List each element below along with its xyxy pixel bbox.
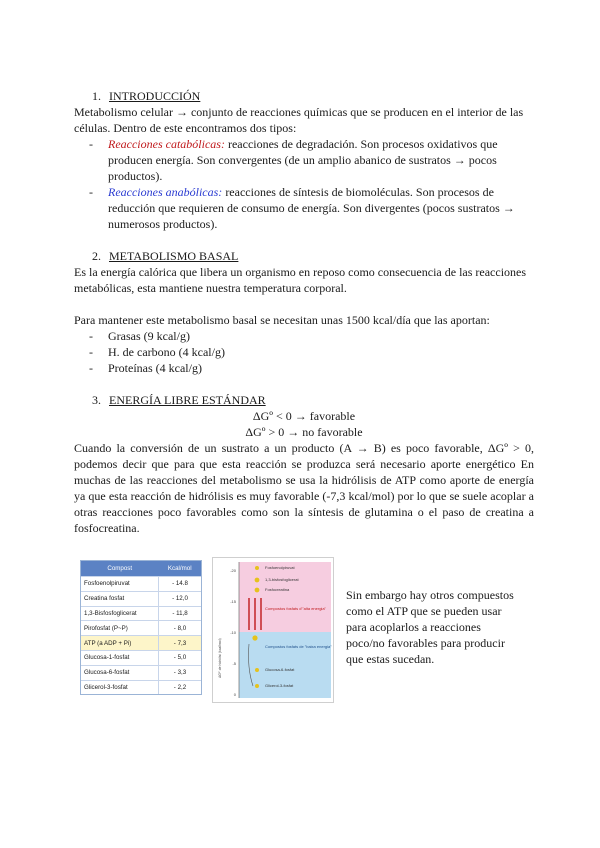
low-energy-label: Compostos fosfats de "baixa energia" <box>265 644 332 649</box>
compound-label: Fosfoenolpiruvat <box>265 565 295 570</box>
catabolic-text: reacciones de degradación. Son procesos oxidativos que producen energía. Son convergentes (de un amplio abanico de sustratos → pocos productos). <box>108 137 498 183</box>
table-row <box>81 665 201 680</box>
high-energy-region <box>239 562 331 632</box>
catabolic-term: Reacciones catabólicas: <box>108 137 225 151</box>
table-row <box>81 591 201 606</box>
free-energy-paragraph: Cuando la conversión de un sustrato a un producto (A → B) es poco favorable, ΔGº > 0, podemos decir que para que esta reacción se produzca será necesario aporte energético En muchas de las reacciones del metabolismo se usa la hidrólisis de ATP como aporte de energía ya que esta reacción de hidrólisis es muy favorable (-7,3 kcal/mol) por lo que se suele acoplar a otras reacciones poco favorables como son la síntesis de glutamina o el paso de creatina a fosfocreatina. <box>74 441 534 535</box>
section-title: INTRODUCCIÓN <box>109 89 201 103</box>
section-title: METABOLISMO BASAL <box>109 249 239 263</box>
compound-cell: Glicerol-3-fosfat <box>81 680 159 694</box>
compound-marker <box>255 684 259 688</box>
tick-label: -10 <box>230 630 236 635</box>
tick-label: -20 <box>230 568 236 573</box>
compound-cell: 1,3-Bisfosfoglicerat <box>81 606 159 621</box>
table-row <box>81 577 201 592</box>
compound-cell: Pirofosfat (P~P) <box>81 621 159 636</box>
atp-marker <box>252 635 257 640</box>
tick-label: 0 <box>233 692 236 697</box>
basal-definition: Es la energía calórica que libera un organismo en reposo como consecuencia de las reacciones metabólicas, esta mantiene nuestra temperatura corporal. <box>74 265 527 295</box>
value-cell: - 3,3 <box>159 665 202 680</box>
table-row <box>81 606 201 621</box>
section-number: 3. <box>92 393 101 407</box>
section-number: 1. <box>92 89 101 103</box>
table-header: Compost <box>81 561 159 577</box>
equation-unfavorable: ΔGº > 0 → no favorable <box>245 425 363 439</box>
compound-cell: Glucosa-1-fosfat <box>81 650 159 665</box>
energy-diagram <box>212 557 334 703</box>
hydrolysis-energy-table <box>80 560 202 695</box>
section-2-heading <box>92 248 534 264</box>
list-item <box>74 184 534 232</box>
compound-cell: Fosfoenolpiruvat <box>81 577 159 592</box>
list-item: - Proteínas (4 kcal/g) <box>74 360 534 376</box>
compound-marker <box>255 566 259 570</box>
compound-marker <box>255 578 260 583</box>
axis-label: ΔGº' de hidròlisi (kcal/mol) <box>218 638 222 678</box>
compound-marker <box>255 588 260 593</box>
value-cell: - 2,2 <box>159 680 202 694</box>
section-3-heading <box>92 392 534 408</box>
compound-label: Glucosa-6-fosfat <box>265 667 295 672</box>
table-row <box>81 680 201 694</box>
low-energy-region <box>239 632 331 698</box>
value-cell: - 7,3 <box>159 636 202 651</box>
intro-paragraph: Metabolismo celular → conjunto de reacciones químicas que se producen en el interior de las células. Dentro de este encontramos dos tipos: <box>74 105 524 135</box>
table-row <box>81 621 201 636</box>
section-1-heading <box>92 88 534 104</box>
equation-favorable: ΔGº < 0 → favorable <box>252 409 356 423</box>
compound-cell: Creatina fosfat <box>81 591 159 606</box>
anabolic-term: Reacciones anabólicas: <box>108 185 223 199</box>
section-number: 2. <box>92 249 101 263</box>
list-item: - Grasas (9 kcal/g) <box>74 328 534 344</box>
table-row <box>81 650 201 665</box>
value-cell: - 5,0 <box>159 650 202 665</box>
value-cell: - 12,0 <box>159 591 202 606</box>
compound-label: Fosfocreatina <box>265 587 290 592</box>
reaction-types-list <box>74 136 534 232</box>
compound-marker <box>255 668 259 672</box>
table-header: Kcal/mol <box>159 561 202 577</box>
compound-label: Glicerol-3-fosfat <box>265 683 294 688</box>
basal-requirement: Para mantener este metabolismo basal se necesitan unas 1500 kcal/día que las aportan: <box>74 313 490 327</box>
anabolic-text: reacciones de síntesis de biomoléculas. Son procesos de reducción que requieren de consumo de energía. Son divergentes (pocos sustratos → numerosos productos). <box>108 185 515 231</box>
nutrients-list <box>74 328 534 376</box>
side-paragraph: Sin embargo hay otros compuestos como el ATP que se pueden usar para acoplarlos a reacciones poco/no favorables para producir que estas sucedan. <box>346 588 514 666</box>
high-energy-label: Compostos fosfats d'"alta energia" <box>265 606 326 611</box>
tick-label: -5 <box>232 661 236 666</box>
list-item <box>74 136 534 184</box>
document-body <box>74 88 534 536</box>
tick-label: -15 <box>230 599 236 604</box>
value-cell: - 14.8 <box>159 577 202 592</box>
compound-label: 1,3-bisfosfoglicerat <box>265 577 299 582</box>
value-cell: - 11,8 <box>159 606 202 621</box>
section-title: ENERGÍA LIBRE ESTÁNDAR <box>109 393 266 407</box>
compound-cell: ATP (a ADP + Pi) <box>81 636 159 651</box>
value-cell: - 8,0 <box>159 621 202 636</box>
compound-cell: Glucosa-6-fosfat <box>81 665 159 680</box>
list-item: - H. de carbono (4 kcal/g) <box>74 344 534 360</box>
table-row-highlighted <box>81 636 201 651</box>
